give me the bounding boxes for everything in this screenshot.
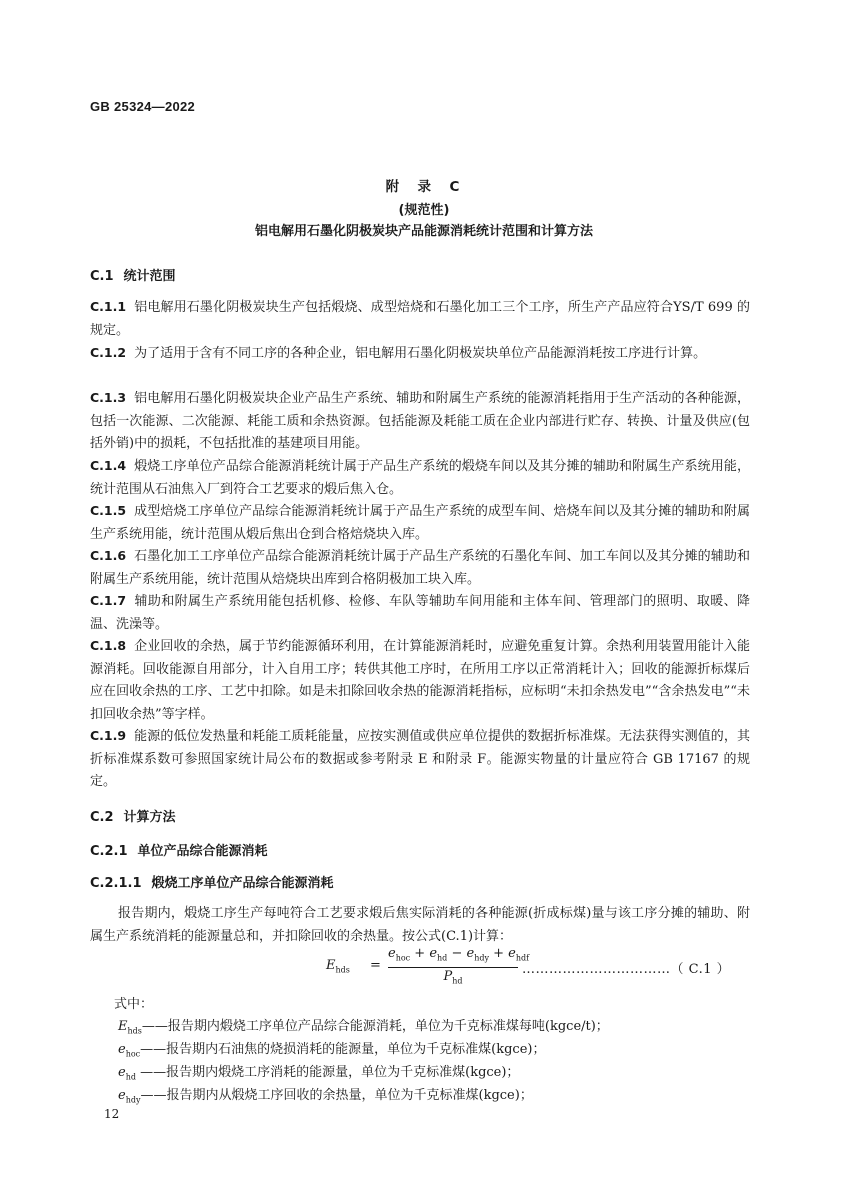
section-title: 统计范围: [123, 269, 176, 284]
clause-c1-7: [90, 590, 750, 636]
section-number: C.2: [90, 810, 114, 825]
section-number: C.1: [90, 269, 114, 284]
appendix-label: 附 录 C: [385, 179, 463, 195]
definition-item: $e_{hd}$ ——报告期内煅烧工序消耗的能源量，单位为千克标准煤(kgce)；: [118, 1065, 520, 1082]
clause-number: C.1.9: [90, 728, 127, 743]
clause-text: 能源的低位发热量和耗能工质耗能量，应按实测值或供应单位提供的数据折标准煤。无法获得实测值的，其折标准煤系数可参照国家统计局公布的数据或参考附录 E 和附录 F。能源实物量的计量应符合 GB 17167 的规定。: [90, 729, 750, 789]
formula-numerator: $e_{hoc} + e_{hd} - e_{hdy} + e_{hdf}$: [388, 946, 530, 963]
page-number: 12: [104, 1107, 120, 1121]
clause-text: 辅助和附属生产系统用能包括机修、检修、车队等辅助车间用能和主体车间、管理部门的照明、取暖、降温、洗澡等。: [90, 594, 750, 632]
section-c2-heading: [90, 806, 176, 825]
fraction-bar: [388, 967, 518, 968]
definition-item: $E_{hds}——$报告期内煅烧工序单位产品综合能源消耗，单位为千克标准煤每吨(kgce/t)；: [118, 1019, 609, 1036]
clause-c1-3: [90, 387, 750, 456]
subsection-c2-1-1-heading: [90, 872, 334, 891]
formula-denominator: $P_{hd}$: [443, 969, 463, 986]
section-title: 单位产品综合能源消耗: [137, 844, 268, 859]
clause-text: 企业回收的余热，属于节约能源循环利用，在计算能源消耗时，应避免重复计算。余热利用装置用能计入能源消耗。回收能源自用部分，计入自用工序；转供其他工序时，在所用工序以正常消耗计入；回收的能源折标煤后应在回收余热的工序、工艺中扣除。如是未扣除回收余热的能源消耗指标，应标明“未扣余热发电”“含余热发电”“未扣回收余热”等字样。: [90, 639, 750, 722]
definition-item: $e_{hdy}——$报告期内从煅烧工序回收的余热量，单位为千克标准煤(kgce)；: [118, 1088, 533, 1105]
clause-text: 煅烧工序单位产品综合能源消耗统计属于产品生产系统的煅烧车间以及其分摊的辅助和附属生产系统用能，统计范围从石油焦入厂到符合工艺要求的煅后焦入仓。: [90, 459, 750, 497]
clause-c1-2: [90, 342, 750, 366]
clause-text: 铝电解用石墨化阴极炭块企业产品生产系统、辅助和附属生产系统的能源消耗指用于生产活动的各种能源，包括一次能源、二次能源、耗能工质和余热资源。包括能源及耗能工质在企业内部进行贮存、转换、计量及供应(包括外销)中的损耗，不包括批准的基建项目用能。: [90, 391, 750, 451]
clause-number: C.1.3: [90, 390, 127, 405]
clause-number: C.1.2: [90, 345, 127, 360]
clause-number: C.1.4: [90, 458, 127, 473]
calc-paragraph: 报告期内，煅烧工序生产每吨符合工艺要求煅后焦实际消耗的各种能源(折成标煤)量与该工序分摊的辅助、附属生产系统消耗的能源量总和，并扣除回收的余热量。按公式(C.1)计算：: [90, 906, 750, 944]
clause-number: C.1.1: [90, 299, 127, 314]
clause-c1-5: [90, 500, 750, 546]
section-c1-heading: [90, 265, 176, 284]
standard-number: GB 25324—2022: [90, 99, 196, 114]
appendix-nature: (规范性): [398, 203, 450, 218]
clause-number: C.1.5: [90, 503, 127, 518]
clause-number: C.1.8: [90, 638, 127, 653]
clause-text: 为了适用于含有不同工序的各种企业，铝电解用石墨化阴极炭块单位产品能源消耗按工序进行计算。: [134, 346, 707, 361]
clause-c1-6: [90, 545, 750, 591]
formula-lhs: $E_{hds}$: [326, 958, 350, 975]
clause-c1-9: [90, 725, 750, 794]
section-number: C.2.1.1: [90, 876, 142, 891]
clause-number: C.1.7: [90, 593, 127, 608]
section-title: 煅烧工序单位产品综合能源消耗: [151, 876, 334, 891]
clause-text: 石墨化加工工序单位产品综合能源消耗统计属于产品生产系统的石墨化车间、加工车间以及其分摊的辅助和附属生产系统用能，统计范围从焙烧块出库到合格阴极加工块入库。: [90, 549, 750, 587]
formula-reference: ……………………………（ C.1 ）: [522, 962, 731, 977]
appendix-title: 铝电解用石墨化阴极炭块产品能源消耗统计范围和计算方法: [254, 224, 593, 239]
subsection-c2-1-heading: [90, 840, 268, 859]
where-label: 式中：: [114, 997, 154, 1012]
clause-c1-8: [90, 635, 750, 726]
clause-c1-1: [90, 296, 750, 342]
clause-text: 成型焙烧工序单位产品综合能源消耗统计属于产品生产系统的成型车间、焙烧车间以及其分摊的辅助和附属生产系统用能，统计范围从煅后焦出仓到合格焙烧块入库。: [90, 504, 750, 542]
definition-item: $e_{hoc}——$报告期内石油焦的烧损消耗的能源量，单位为千克标准煤(kgce)；: [118, 1042, 546, 1059]
formula-c1: [300, 948, 780, 988]
clause-text: 铝电解用石墨化阴极炭块生产包括煅烧、成型焙烧和石墨化加工三个工序，所生产产品应符合YS/T 699 的规定。: [90, 300, 750, 338]
clause-c1-4: [90, 455, 750, 501]
section-number: C.2.1: [90, 844, 128, 859]
clause-number: C.1.6: [90, 548, 127, 563]
formula-equals: =: [370, 958, 381, 973]
section-title: 计算方法: [123, 810, 176, 825]
